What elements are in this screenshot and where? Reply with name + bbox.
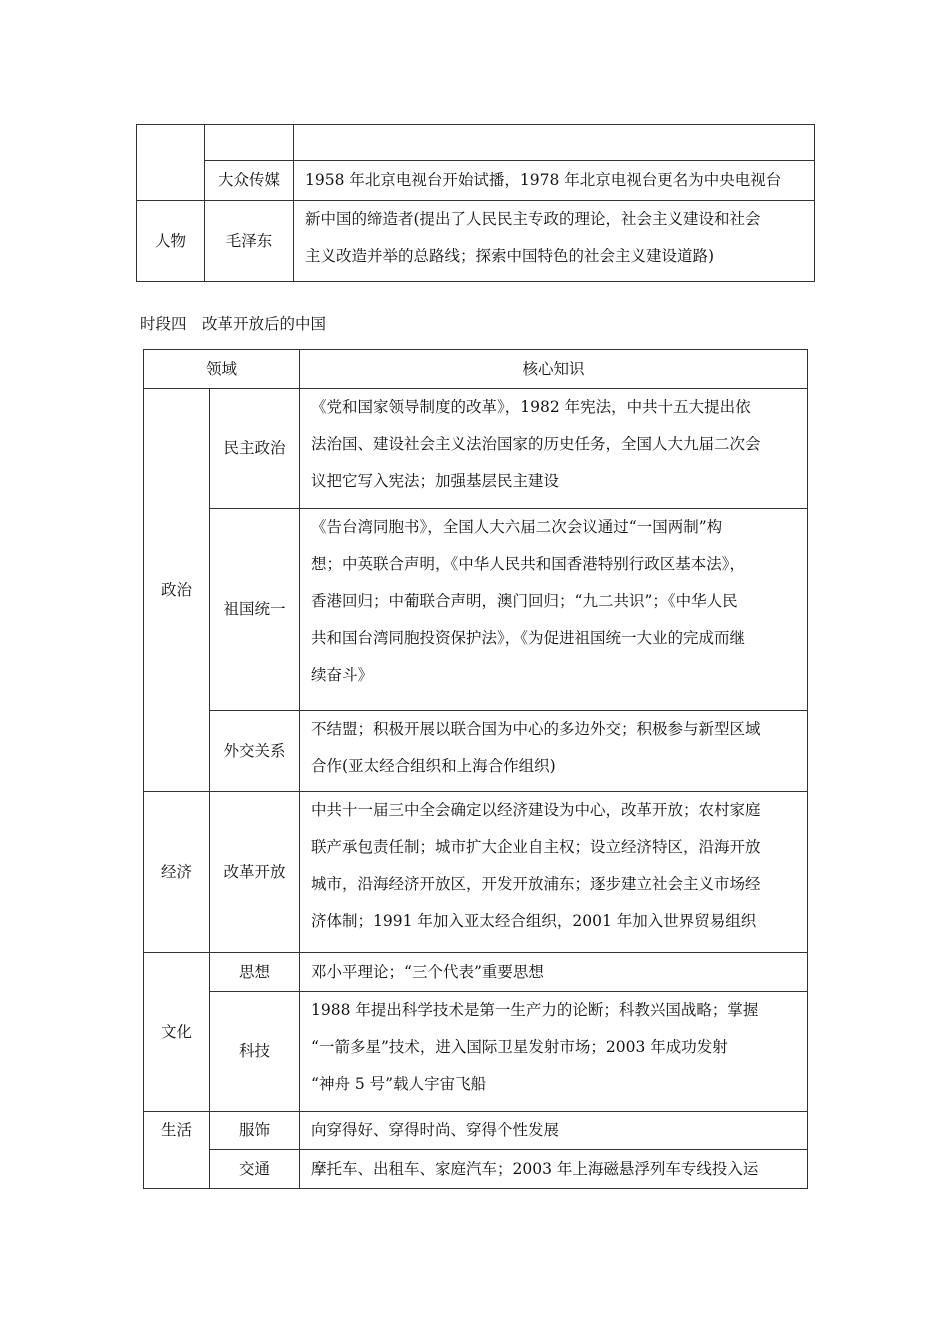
content-clothing bbox=[300, 1112, 808, 1150]
table-row bbox=[144, 389, 808, 509]
table-row bbox=[144, 711, 808, 792]
content-line: 联产承包责任制；城市扩大企业自主权；设立经济特区，沿海开放 bbox=[311, 838, 761, 856]
content-line: 不结盟；积极开展以联合国为中心的多边外交；积极参与新型区域 bbox=[311, 720, 761, 738]
content-line: “神舟 5 号”载人宇宙飞船 bbox=[311, 1075, 487, 1093]
content-democracy bbox=[300, 389, 808, 509]
content-line: 议把它写入宪法；加强基层民主建设 bbox=[311, 472, 560, 490]
content-line: 主义改造并举的总路线；探索中国特色的社会主义建设道路) bbox=[305, 247, 715, 265]
content-line: 摩托车、出租车、家庭汽车；2003 年上海磁悬浮列车专线投入运 bbox=[311, 1159, 759, 1178]
section-title: 时段四 改革开放后的中国 bbox=[140, 315, 327, 333]
table-row bbox=[144, 953, 808, 992]
category-economy: 经济 bbox=[144, 792, 210, 953]
category-life: 生活 bbox=[144, 1112, 210, 1189]
table-row bbox=[137, 161, 815, 201]
content-cell-empty bbox=[294, 125, 815, 161]
table-row bbox=[137, 201, 815, 282]
subcategory-mao: 毛泽东 bbox=[205, 201, 294, 282]
content-line: 邓小平理论；“三个代表”重要思想 bbox=[311, 962, 544, 981]
content-line: 法治国、建设社会主义法治国家的历史任务，全国人大九届二次会 bbox=[311, 435, 761, 453]
content-line: 1988 年提出科学技术是第一生产力的论断；科教兴国战略；掌握 bbox=[311, 1001, 759, 1019]
content-line: 向穿得好、穿得时尚、穿得个性发展 bbox=[311, 1121, 560, 1139]
content-reform bbox=[300, 792, 808, 953]
subcategory-democracy: 民主政治 bbox=[210, 389, 300, 509]
content-line: 续奋斗》 bbox=[311, 666, 374, 684]
category-cell-empty bbox=[137, 125, 205, 201]
content-line: 新中国的缔造者(提出了人民民主专政的理论，社会主义建设和社会 bbox=[305, 210, 761, 228]
table-row bbox=[144, 1112, 808, 1150]
table-period-four bbox=[143, 349, 808, 1189]
content-line: 《党和国家领导制度的改革》，1982 年宪法，中共十五大提出依 bbox=[311, 398, 751, 416]
content-line: 《告台湾同胞书》，全国人大六届二次会议通过“一国两制”构 bbox=[311, 518, 723, 536]
content-line: 济体制；1991 年加入亚太经合组织，2001 年加入世界贸易组织 bbox=[311, 912, 757, 930]
content-mass-media: 1958 年北京电视台开始试播，1978 年北京电视台更名为中央电视台 bbox=[294, 161, 815, 201]
header-field: 领域 bbox=[144, 350, 300, 389]
subcategory-cell-empty bbox=[205, 125, 294, 161]
header-knowledge: 核心知识 bbox=[300, 350, 808, 389]
content-line: 想；中英联合声明，《中华人民共和国香港特别行政区基本法》， bbox=[311, 555, 746, 573]
subcategory-reunification: 祖国统一 bbox=[210, 509, 300, 711]
content-mao bbox=[294, 201, 815, 282]
content-line: 香港回归；中葡联合声明，澳门回归；“九二共识”；《中华人民 bbox=[311, 592, 738, 610]
subcategory-thought: 思想 bbox=[210, 953, 300, 992]
content-diplomacy bbox=[300, 711, 808, 792]
table-row bbox=[144, 792, 808, 953]
subcategory-science: 科技 bbox=[210, 992, 300, 1112]
content-science bbox=[300, 992, 808, 1112]
subcategory-clothing: 服饰 bbox=[210, 1112, 300, 1150]
subcategory-mass-media: 大众传媒 bbox=[205, 161, 294, 201]
category-culture: 文化 bbox=[144, 953, 210, 1112]
content-line: 中共十一届三中全会确定以经济建设为中心，改革开放；农村家庭 bbox=[311, 801, 761, 819]
content-transport bbox=[300, 1150, 808, 1189]
subcategory-diplomacy: 外交关系 bbox=[210, 711, 300, 792]
table-row bbox=[144, 1150, 808, 1189]
content-reunification bbox=[300, 509, 808, 711]
table-row bbox=[137, 125, 815, 161]
table-row bbox=[144, 992, 808, 1112]
content-thought bbox=[300, 953, 808, 992]
subcategory-reform: 改革开放 bbox=[210, 792, 300, 953]
content-line: “一箭多星”技术，进入国际卫星发射市场；2003 年成功发射 bbox=[311, 1038, 728, 1056]
subcategory-transport: 交通 bbox=[210, 1150, 300, 1189]
content-line: 共和国台湾同胞投资保护法》，《为促进祖国统一大业的完成而继 bbox=[311, 629, 746, 647]
table-header-row bbox=[144, 350, 808, 389]
category-politics: 政治 bbox=[144, 389, 210, 792]
table-period-three-tail bbox=[136, 124, 815, 282]
category-people: 人物 bbox=[137, 201, 205, 282]
content-line: 城市，沿海经济开放区，开发开放浦东；逐步建立社会主义市场经 bbox=[311, 875, 761, 893]
table-row bbox=[144, 509, 808, 711]
content-line: 合作(亚太经合组织和上海合作组织) bbox=[311, 757, 556, 775]
